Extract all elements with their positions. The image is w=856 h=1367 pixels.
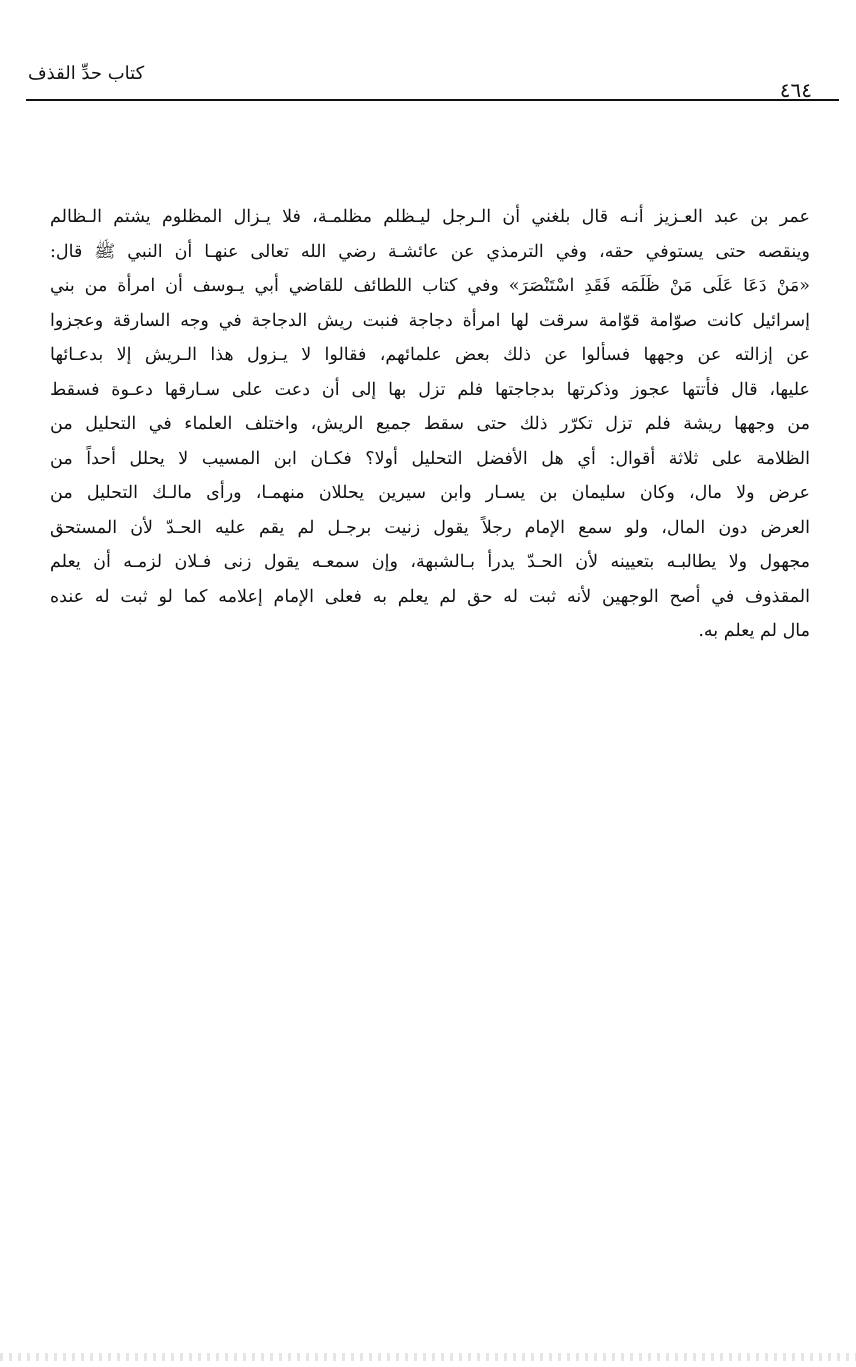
page-number: ٤٦٤ [779, 78, 812, 102]
text-line: مجهول ولا يطالبـه بتعيينه لأن الحـدّ يدرأ بـالشبهة، وإن سمعـه يقول زنى فـلان لزمـه أن يعلم [50, 552, 810, 572]
text-line: الظلامة على ثلاثة أقوال: أي هل الأفضل التحليل أولا؟ فكـان ابن المسيب لا يحلل أحداً من [50, 448, 810, 469]
running-title: كتاب حدِّ القذف [28, 63, 145, 84]
scan-bleed-through [0, 1353, 856, 1361]
text-line: عن إزالته عن وجهها فسألوا عن ذلك بعض علمائهم، فقالوا لا يـزول هذا الـريش إلا بدعـائها [50, 345, 810, 365]
text-line: عمر بن عبد العـزيز أنـه قال بلغني أن الـرجل ليـظلم مظلمـة، فلا يـزال المظلوم يشتم الـظالم [50, 207, 810, 227]
header-rule [26, 99, 839, 101]
text-line: عليها، قال فأتتها عجوز وذكرتها بدجاجتها فلم تزل بها إلى أن دعت على سـارقها دعـوة فسقط [50, 379, 810, 400]
text-line-last: مال لم يعلم به. [698, 621, 810, 641]
text-line: إسرائيل كانت صوّامة قوّامة سرقت لها امرأة دجاجة فنبت ريش الدجاجة في وجه السارقة وعجزوا [50, 310, 810, 331]
text-line: «مَنْ دَعَا عَلَى مَنْ ظَلَمَه فَقَدِ اسْتَنْصَرَ» وفي كتاب اللطائف للقاضي أبي يـوسف أن امرأة من بني [50, 276, 810, 296]
body-text [50, 200, 810, 649]
text-line: عرض ولا مال، وكان سليمان بن يسـار وابن سيرين يحللان منهمـا، ورأى مالـك التحليل من [50, 483, 810, 503]
text-line: المقذوف في أصح الوجهين لأنه ثبت له حق لم يعلم به فعلى الإمام إعلامه كما لو ثبت له عنده [50, 586, 810, 607]
text-line: العرض دون المال، ولو سمع الإمام رجلاً يقول زنيت برجـل لم يقم عليه الحـدّ لأن المستحق [50, 517, 810, 538]
text-line: وينقصه حتى يستوفي حقه، وفي الترمذي عن عائشـة رضي الله تعالى عنهـا أن النبي ﷺ قال: [50, 241, 810, 262]
text-line: من وجهها ريشة فلم تزل تكرّر ذلك حتى سقط جميع الريش، واختلف العلماء في التحليل من [50, 414, 810, 434]
